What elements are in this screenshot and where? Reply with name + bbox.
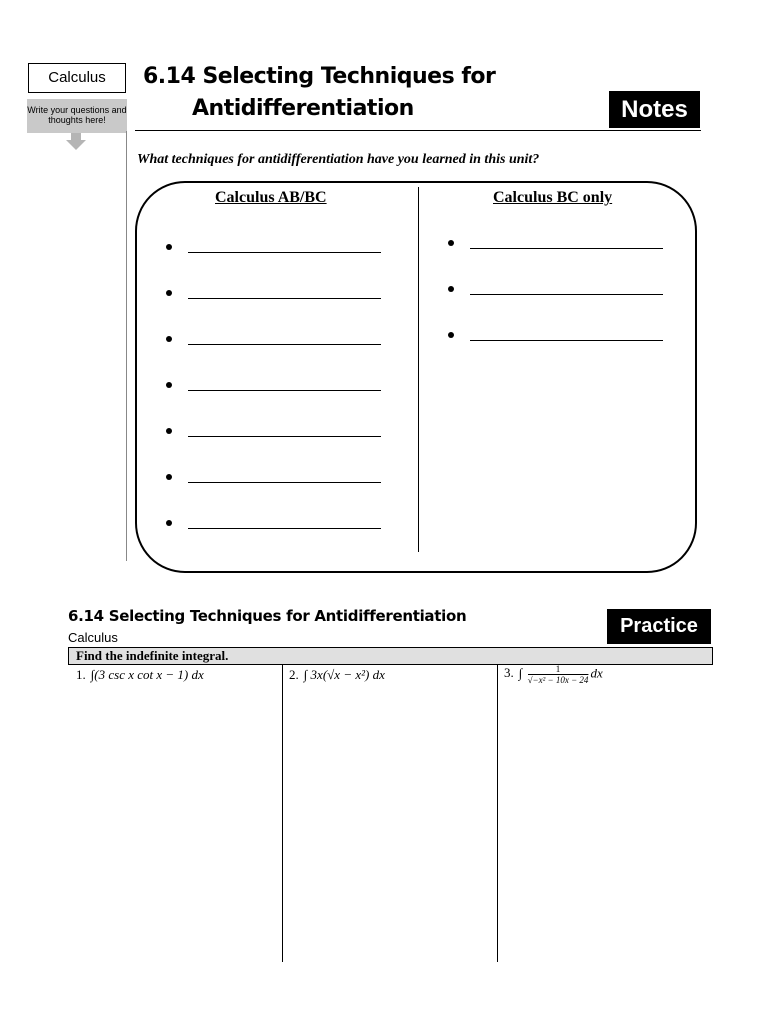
practice-subtitle: Calculus [68, 630, 118, 645]
answer-blank[interactable] [470, 340, 663, 341]
practice-instruction: Find the indefinite integral. [68, 647, 713, 665]
page-title-line1: 6.14 Selecting Techniques for [143, 64, 496, 89]
blank-item [448, 328, 668, 348]
fraction-denominator: √−x² − 10x − 24 [527, 675, 589, 685]
problem-2 [289, 667, 385, 683]
column-heading-ab-bc: Calculus AB/BC [215, 189, 327, 206]
fraction [528, 664, 589, 685]
blank-item [166, 240, 386, 260]
answer-blank[interactable] [188, 436, 381, 437]
fraction-numerator: 1 [528, 664, 589, 675]
bullet-icon [166, 474, 172, 480]
blank-item [166, 516, 386, 536]
problem-number: 2. [289, 667, 299, 682]
problem-number: 3. [504, 665, 514, 681]
blank-item [448, 236, 668, 256]
answer-blank[interactable] [470, 248, 663, 249]
answer-blank[interactable] [188, 528, 381, 529]
answer-blank[interactable] [188, 482, 381, 483]
problem-divider-2 [497, 665, 498, 962]
blank-item [166, 286, 386, 306]
bullet-icon [166, 382, 172, 388]
bullet-icon [166, 290, 172, 296]
bullet-icon [166, 336, 172, 342]
answer-blank[interactable] [188, 344, 381, 345]
column-divider [418, 187, 419, 552]
bullet-icon [448, 332, 454, 338]
practice-badge: Practice [607, 609, 711, 644]
blank-item [166, 332, 386, 352]
problem-3 [504, 664, 603, 685]
practice-title: 6.14 Selecting Techniques for Antidifferentiation [68, 607, 467, 625]
answer-blank[interactable] [188, 252, 381, 253]
bullet-icon [448, 286, 454, 292]
notes-margin-tab: Write your questions and thoughts here! [27, 99, 127, 133]
problem-expression: ∫(3 csc x cot x − 1) dx [90, 667, 204, 682]
down-arrow-icon-head [66, 140, 86, 150]
page-title-line2: Antidifferentiation [192, 96, 414, 121]
radicand: −x² − 10x − 24 [532, 675, 589, 685]
bullet-icon [166, 520, 172, 526]
answer-blank[interactable] [470, 294, 663, 295]
column-heading-bc-only: Calculus BC only [493, 189, 613, 206]
problem-expression: ∫ 3x(√x − x²) dx [303, 667, 385, 682]
integral-sign: ∫ [518, 665, 526, 681]
bullet-icon [166, 428, 172, 434]
problem-number: 1. [76, 667, 86, 682]
blank-item [448, 282, 668, 302]
problem-1 [76, 667, 204, 683]
bullet-icon [166, 244, 172, 250]
blank-item [166, 424, 386, 444]
answer-blank[interactable] [188, 390, 381, 391]
margin-divider [126, 131, 127, 561]
blank-item [166, 470, 386, 490]
problem-divider-1 [282, 665, 283, 962]
differential: dx [590, 665, 603, 681]
bullet-icon [448, 240, 454, 246]
answer-blank[interactable] [188, 298, 381, 299]
down-arrow-icon [71, 133, 81, 140]
blank-item [166, 378, 386, 398]
title-underline [135, 130, 701, 131]
notes-badge: Notes [609, 91, 700, 128]
subject-label: Calculus [28, 63, 126, 93]
notes-question: What techniques for antidifferentiation have you learned in this unit? [137, 152, 540, 167]
